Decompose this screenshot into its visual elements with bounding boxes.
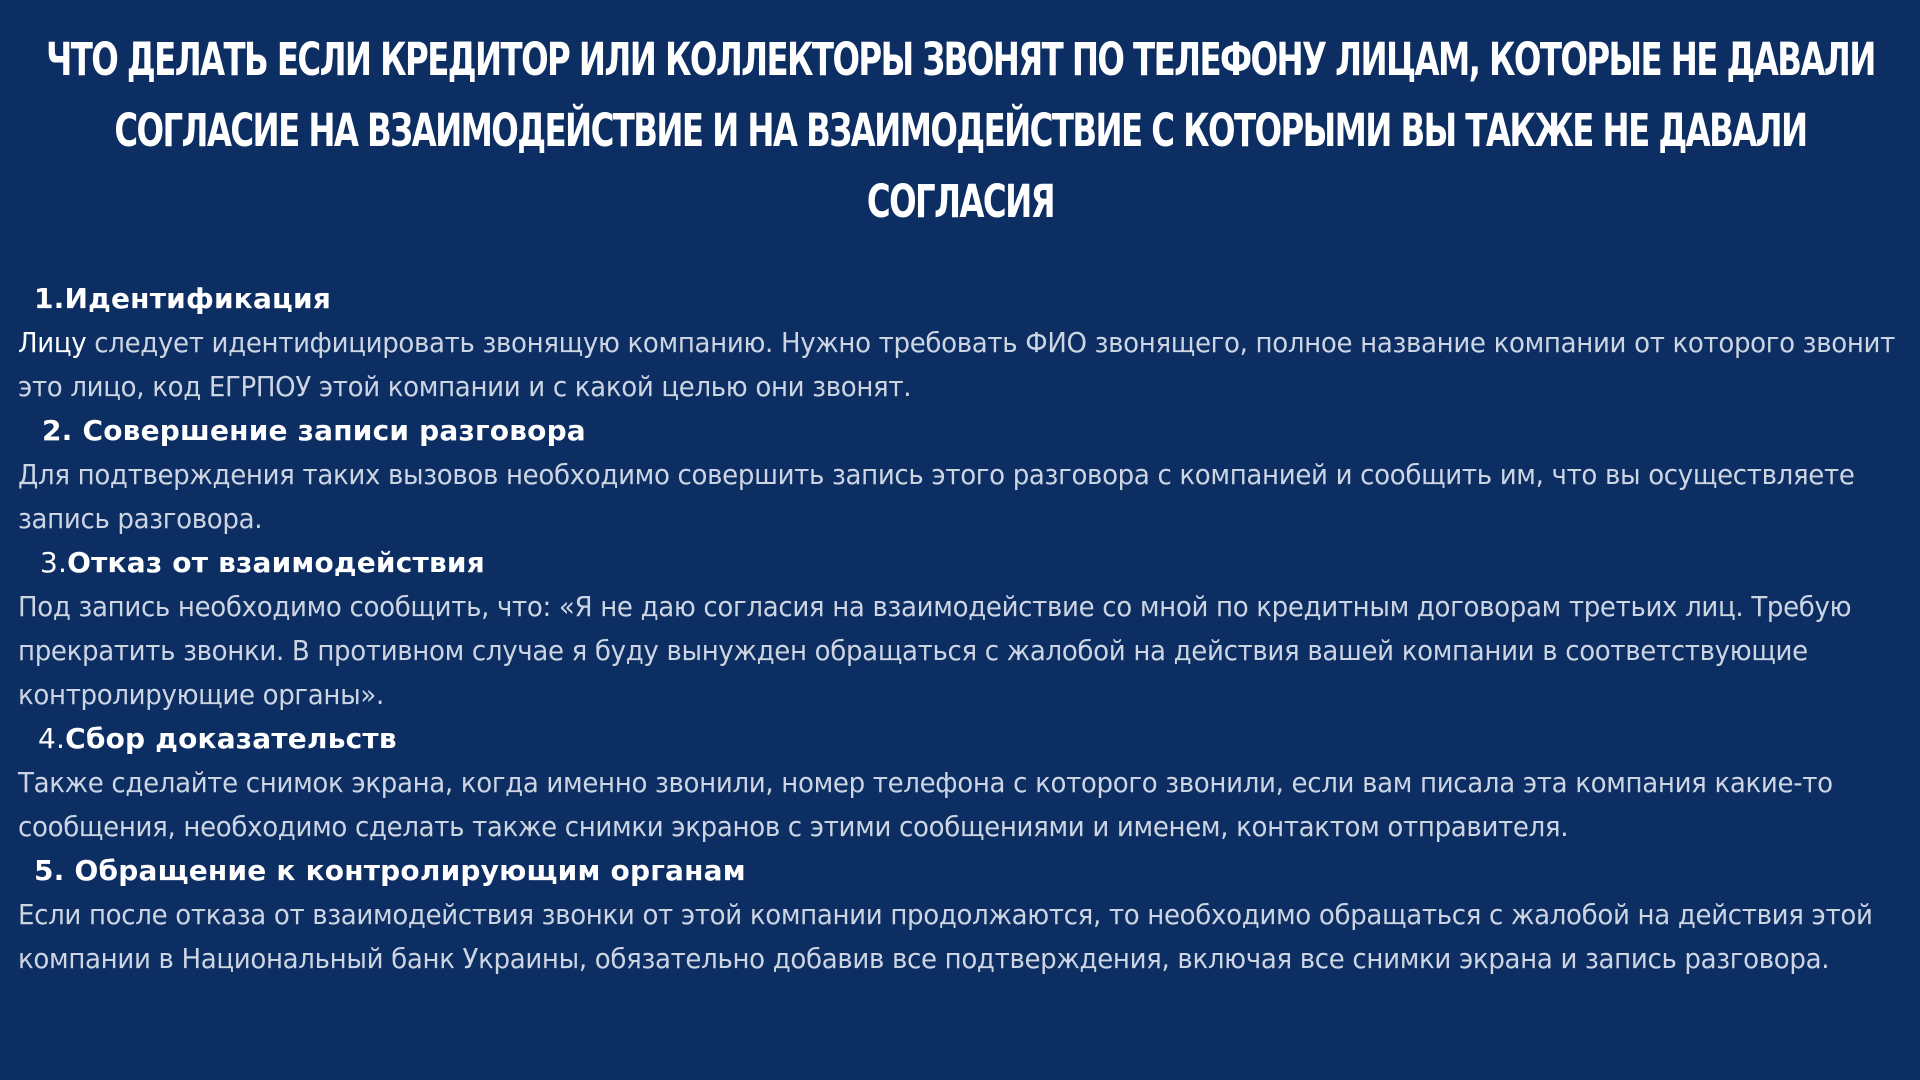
section-heading-text: Идентификация (64, 282, 332, 315)
content (18, 277, 1902, 981)
section-number: 2. (42, 414, 73, 447)
paragraph-text: следует идентифицировать звонящую компанию. Нужно требовать ФИО звонящего, полное название компании от которого звонит это лицо, код ЕГРПОУ этой компании и с какой целью они звонят. (18, 326, 1895, 403)
section-identification (18, 277, 1902, 409)
section-paragraph: Также сделайте снимок экрана, когда именно звонили, номер телефона с которого звонили, если вам писала эта компания какие-то сообщения, необходимо сделать также снимки экранов с этими сообщениями и именем, контактом отправителя. (18, 766, 1833, 843)
page-title-line-1: ЧТО ДЕЛАТЬ ЕСЛИ КРЕДИТОР ИЛИ КОЛЛЕКТОРЫ ЗВОНЯТ ПО ТЕЛЕФОНУ ЛИЦАМ, КОТОРЫЕ НЕ ДАВАЛИ (45, 33, 1875, 86)
section-paragraph: Для подтверждения таких вызовов необходимо совершить запись этого разговора с компанией и сообщить им, что вы осуществляете запись разговора. (18, 458, 1855, 535)
section-heading (18, 277, 1902, 321)
section-heading-text: Отказ от взаимодействия (67, 546, 485, 579)
section-refusal (18, 541, 1902, 717)
section-paragraph: Под запись необходимо сообщить, что: «Я не даю согласия на взаимодействие со мной по кредитным договорам третьих лиц. Требую прекратить звонки. В противном случае я буду вынужден обращаться с жалобой на действия вашей компании в соответствующие контролирующие органы». (18, 590, 1852, 711)
section-heading (18, 409, 1902, 453)
page-title (18, 24, 1902, 237)
section-number: 5. (34, 854, 65, 887)
section-number: 3. (40, 546, 68, 579)
section-heading (18, 717, 1902, 761)
section-heading (18, 541, 1902, 585)
page-title-line-2: СОГЛАСИЕ НА ВЗАИМОДЕЙСТВИЕ И НА ВЗАИМОДЕЙСТВИЕ С КОТОРЫМИ ВЫ ТАКЖЕ НЕ ДАВАЛИ СОГЛАСИЯ (113, 104, 1807, 228)
section-number: 4. (38, 722, 66, 755)
section-paragraph: Если после отказа от взаимодействия звонки от этой компании продолжаются, то необходимо обращаться с жалобой на действия этой компании в Национальный банк Украины, обязательно добавив все подтверждения, включая все снимки экрана и запись разговора. (18, 898, 1873, 975)
section-regulators (18, 849, 1902, 981)
section-evidence (18, 717, 1902, 849)
paragraph-lead-word: Лицу (18, 326, 87, 359)
section-heading (18, 849, 1902, 893)
section-heading-text: Сбор доказательств (65, 722, 397, 755)
section-heading-text: Обращение к контролирующим органам (64, 854, 746, 887)
section-heading-text: Совершение записи разговора (72, 414, 586, 447)
section-call-recording (18, 409, 1902, 541)
section-number: 1. (34, 282, 65, 315)
section-paragraph (18, 321, 1902, 409)
